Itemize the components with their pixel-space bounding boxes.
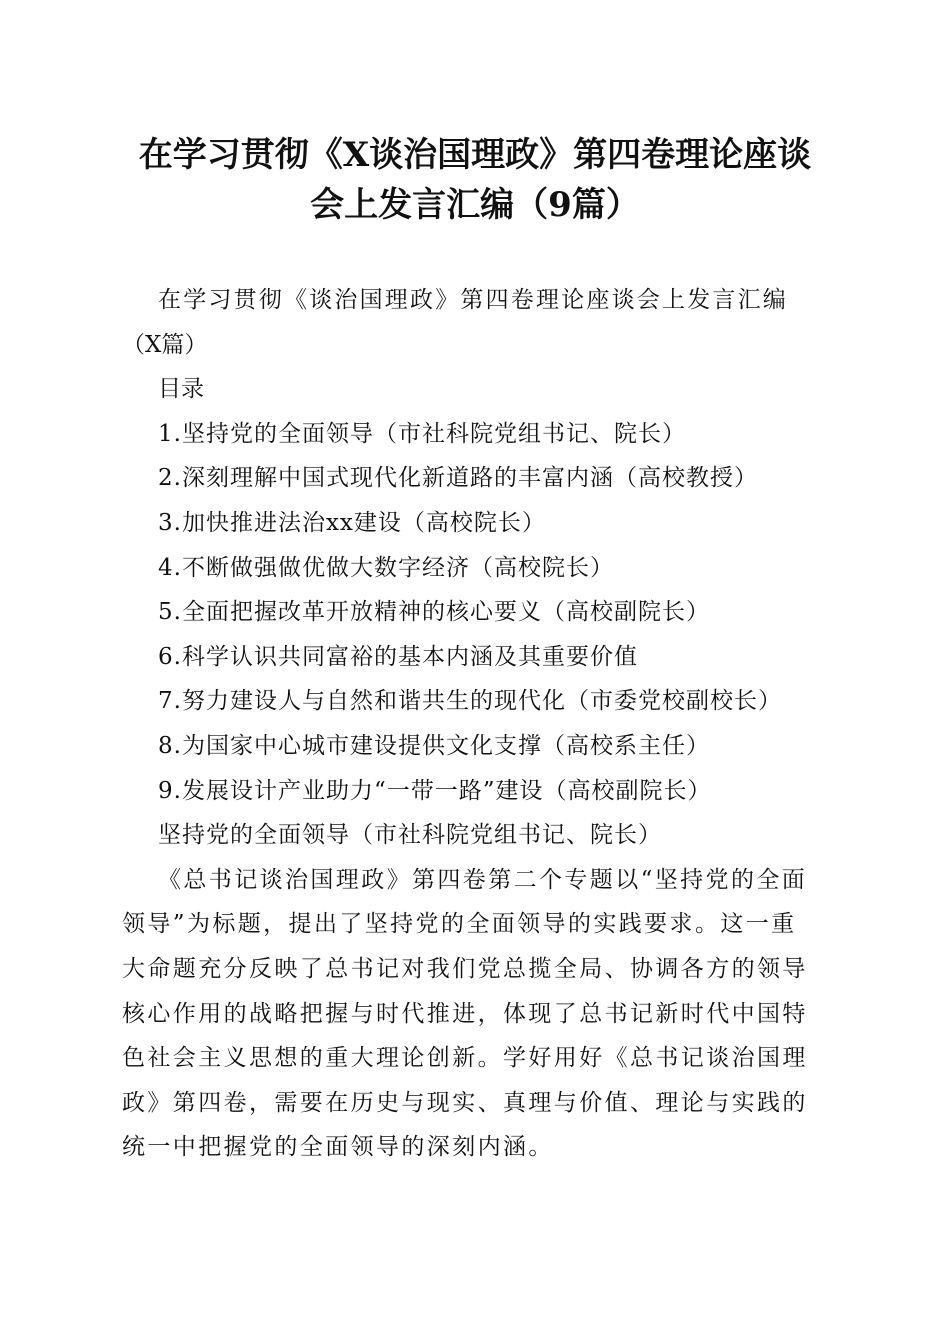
document-title (110, 130, 840, 230)
toc-item-7: 7.努力建设人与自然和谐共生的现代化（市委党校副校长） (158, 688, 782, 715)
title-line-2: 会上发言汇编（9篇） (310, 185, 640, 225)
toc-item-2: 2.深刻理解中国式现代化新道路的丰富内涵（高校教授） (158, 465, 758, 492)
title-line-1: 在学习贯彻《X谈治国理政》第四卷理论座谈 (138, 135, 812, 175)
intro-line-1: 在学习贯彻《谈治国理政》第四卷理论座谈会上发言汇编 (158, 287, 788, 313)
toc-item-4: 4.不断做强做优做大数字经济（高校院长） (158, 554, 614, 581)
toc-heading: 目录 (158, 376, 204, 403)
toc-item-1: 1.坚持党的全面领导（市社科院党组书记、院长） (158, 420, 686, 447)
toc-item-3: 3.加快推进法治xx建设（高校院长） (158, 509, 546, 536)
paragraph-line-4: 核心作用的战略把握与时代推进，体现了总书记新时代中国特 (122, 1000, 808, 1027)
paragraph-line-5: 色社会主义思想的重大理论创新。学好用好《总书记谈治国理 (122, 1045, 808, 1072)
toc-item-6: 6.科学认识共同富裕的基本内涵及其重要价值 (158, 643, 638, 670)
paragraph-line-1: 《总书记谈治国理政》第四卷第二个专题以“坚持党的全面 (158, 866, 808, 893)
toc-item-8: 8.为国家中心城市建设提供文化支撑（高校系主任） (158, 732, 710, 759)
section-heading: 坚持党的全面领导（市社科院党组书记、院长） (158, 822, 662, 849)
paragraph-line-2: 领导”为标题，提出了坚持党的全面领导的实践要求。这一重 (122, 911, 797, 938)
document-body (122, 278, 828, 1170)
paragraph-line-6: 政》第四卷，需要在历史与现实、真理与价值、理论与实践的 (122, 1089, 808, 1116)
paragraph-line-3: 大命题充分反映了总书记对我们党总揽全局、协调各方的领导 (122, 955, 808, 982)
toc-item-5: 5.全面把握改革开放精神的核心要义（高校副院长） (158, 599, 710, 626)
paragraph-line-7: 统一中把握党的全面领导的深刻内涵。 (122, 1134, 554, 1161)
toc-item-9: 9.发展设计产业助力“一带一路”建设（高校副院长） (158, 777, 712, 804)
intro-line-2: （X篇） (122, 331, 208, 358)
